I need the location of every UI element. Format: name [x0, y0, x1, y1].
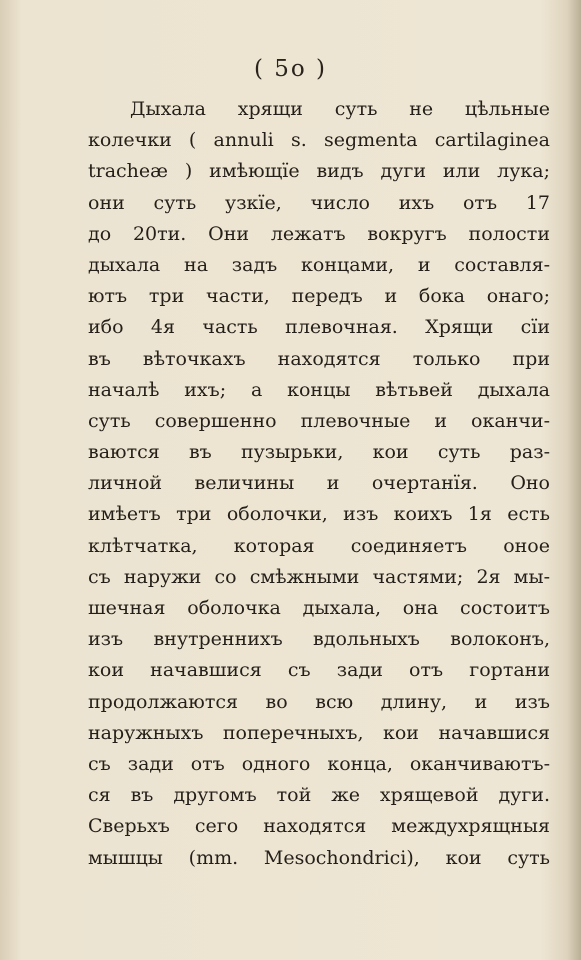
- text-line: ся въ другомъ той же хрящевой дуги.: [88, 784, 550, 807]
- text-line: съ зади отъ одного конца, оканчиваютъ-: [88, 752, 550, 775]
- page-gutter-shadow: [567, 0, 581, 960]
- text-line: Сверьхъ сего находятся междухрящныя: [88, 815, 550, 838]
- text-line: ваются въ пузырьки, кои суть раз-: [88, 441, 550, 464]
- text-line: ибо 4я часть плевочная. Хрящи сїи: [88, 316, 550, 339]
- text-line: они суть узкїе, число ихъ отъ 17: [88, 191, 550, 214]
- body-text: [88, 94, 550, 874]
- text-line: ютъ три части, передъ и бока онаго;: [88, 285, 550, 308]
- text-line: дыхала на задъ концами, и составля-: [88, 253, 550, 276]
- text-line: шечная оболочка дыхала, она состоитъ: [88, 597, 550, 619]
- text-line: суть совершенно плевочные и оканчи-: [88, 409, 550, 432]
- text-line: началѣ ихъ; а концы вѣтьвей дыхала: [88, 378, 550, 401]
- text-line: клѣтчатка, которая соединяетъ оное: [88, 534, 550, 557]
- text-line: личной величины и очертанїя. Оно: [88, 472, 550, 495]
- text-line: tracheæ ) имѣющїе видъ дуги или лука;: [88, 160, 550, 183]
- text-line: въ вѣточкахъ находятся только при: [88, 347, 550, 370]
- text-line: Дыхала хрящи суть не цѣльные: [130, 98, 550, 120]
- text-line: съ наружи со смѣжными частями; 2я мы-: [88, 565, 550, 588]
- page-number: ( 5o ): [253, 56, 328, 82]
- text-line: наружныхъ поперечныхъ, кои начавшися: [88, 721, 550, 744]
- text-line: колечки ( annuli s. segmenta cartilaginea: [88, 129, 550, 152]
- text-line: имѣетъ три оболочки, изъ коихъ 1я есть: [88, 503, 550, 526]
- text-line: мышцы (mm. Mesochondrici), кои суть: [88, 846, 550, 869]
- text-line: продолжаются во всю длину, и изъ: [88, 690, 550, 713]
- text-line: кои начавшися съ зади отъ гортани: [88, 659, 550, 682]
- text-line: до 20ти. Они лежатъ вокругъ полости: [88, 222, 550, 245]
- text-line: изъ внутреннихъ вдольныхъ волоконъ,: [88, 628, 550, 651]
